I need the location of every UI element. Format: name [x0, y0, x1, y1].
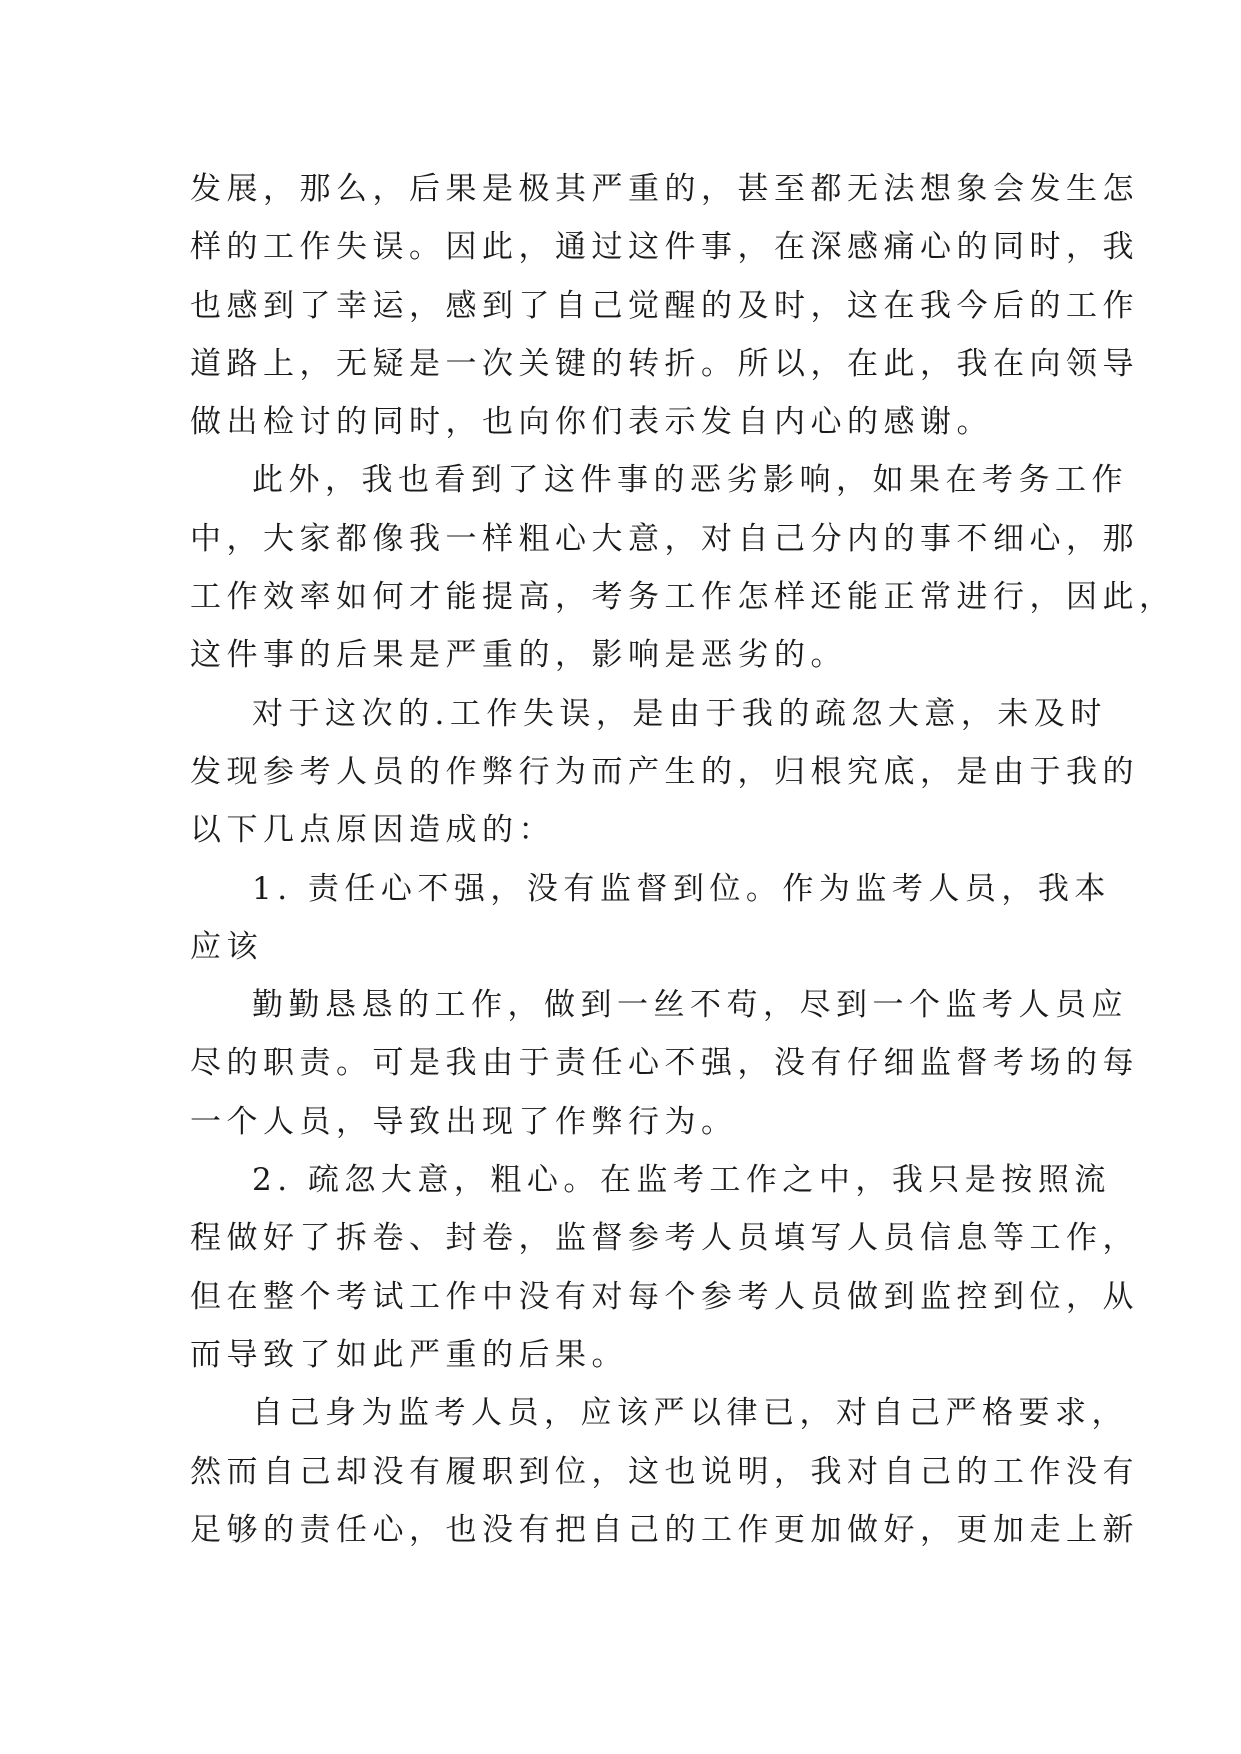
- text-line: 尽的职责。可是我由于责任心不强，没有仔细监督考场的每: [190, 1045, 1139, 1082]
- text-line: 而导致了如此严重的后果。: [190, 1336, 628, 1373]
- text-line: 这件事的后果是严重的，影响是恶劣的。: [190, 637, 847, 674]
- text-line: 但在整个考试工作中没有对每个参考人员做到监控到位，从: [190, 1278, 1139, 1315]
- text-line: 应该: [190, 928, 263, 965]
- text-line: 做出检讨的同时，也向你们表示发自内心的感谢。: [190, 404, 993, 441]
- document-body: [190, 160, 1176, 1559]
- text-line: 发展，那么，后果是极其严重的，甚至都无法想象会发生怎: [190, 171, 1139, 207]
- text-line: 工作效率如何才能提高，考务工作怎样还能正常进行，因此，: [190, 579, 1176, 616]
- text-line: 样的工作失误。因此，通过这件事，在深感痛心的同时，我: [190, 229, 1139, 266]
- paragraph-start-line: 勤勤恳恳的工作，做到一丝不苟，尽到一个监考人员应: [252, 987, 1128, 1024]
- text-line: 一个人员，导致出现了作弊行为。: [190, 1103, 738, 1140]
- text-line: 然而自己却没有履职到位，这也说明，我对自己的工作没有: [190, 1453, 1139, 1490]
- text-line: 发现参考人员的作弊行为而产生的，归根究底，是由于我的: [190, 753, 1139, 790]
- paragraph-start-line: 此外，我也看到了这件事的恶劣影响，如果在考务工作: [252, 462, 1128, 499]
- list-item-2-line: 2. 疏忽大意，粗心。在监考工作之中，我只是按照流: [252, 1162, 1111, 1199]
- text-line: 以下几点原因造成的：: [190, 812, 555, 849]
- list-item-1-line: 1. 责任心不强，没有监督到位。作为监考人员，我本: [252, 870, 1111, 907]
- text-line: 道路上，无疑是一次关键的转折。所以，在此，我在向领导: [190, 345, 1139, 382]
- text-line: 也感到了幸运，感到了自己觉醒的及时，这在我今后的工作: [190, 287, 1139, 324]
- paragraph-start-line: 对于这次的.工作失误，是由于我的疏忽大意，未及时: [252, 695, 1107, 732]
- text-line: 中，大家都像我一样粗心大意，对自己分内的事不细心，那: [190, 520, 1139, 557]
- paragraph-start-line: 自己身为监考人员，应该严以律已，对自己严格要求，: [252, 1395, 1128, 1432]
- text-line: 程做好了拆卷、封卷，监督参考人员填写人员信息等工作，: [190, 1220, 1139, 1257]
- text-line: 足够的责任心，也没有把自己的工作更加做好，更加走上新: [190, 1511, 1139, 1548]
